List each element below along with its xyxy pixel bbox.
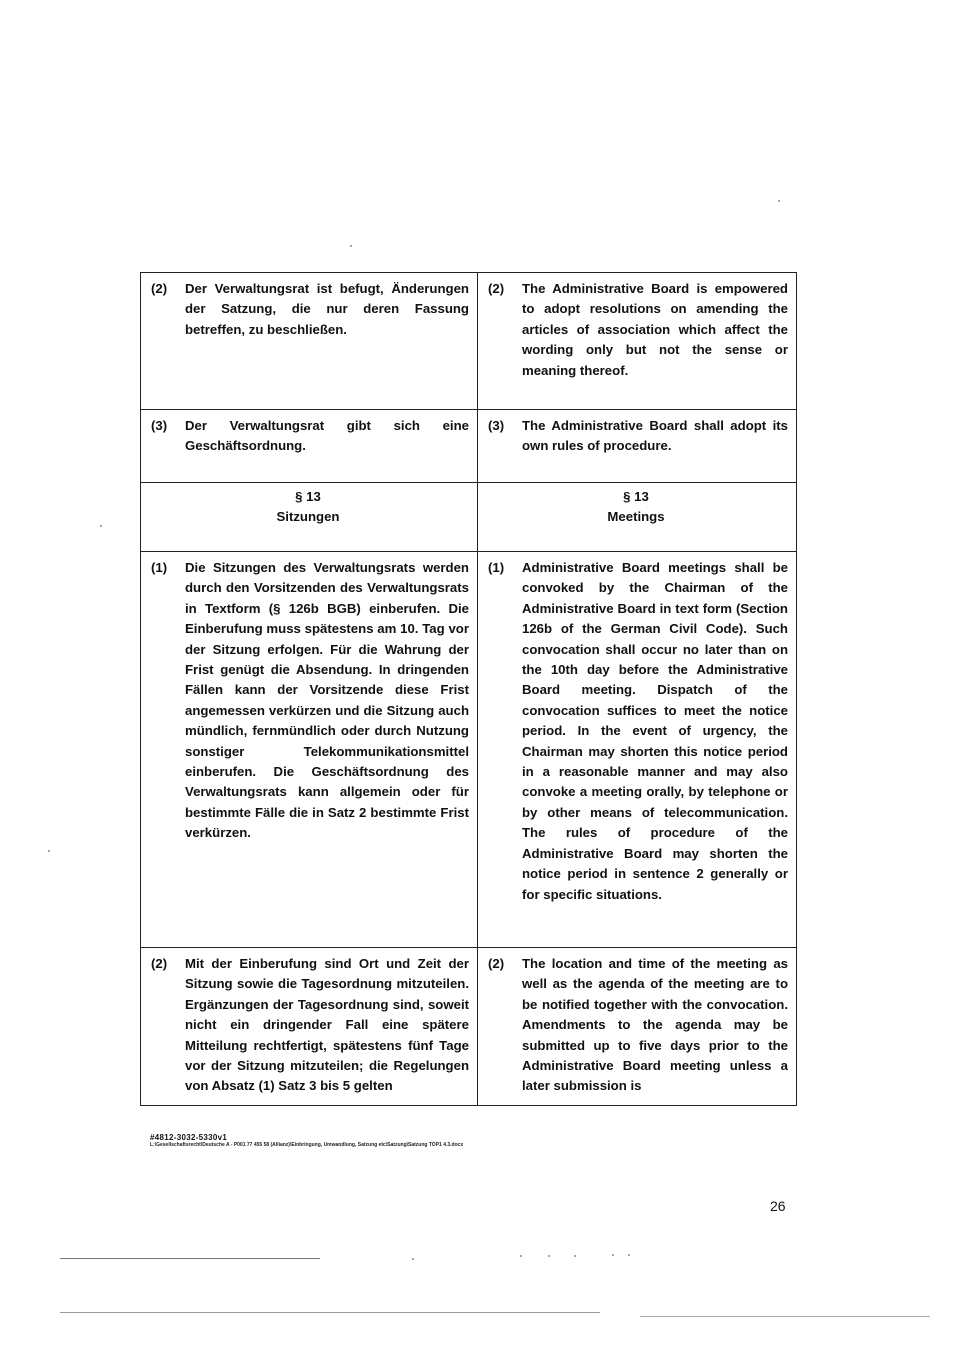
scan-artifact	[640, 1316, 930, 1317]
clause-number: (2)	[151, 281, 168, 296]
clause-text-german: Mit der Einberufung sind Ort und Zeit der Sitzung sowie die Tagesordnung mitzuteilen. Ergänzungen der Tagesordnung sind, soweit nicht ein dringender Fall eine spätere Mitteilung rechtfertigt, spätestens fünf Tage vor der Sitzung mitzuteilen; die Regelungen von Absatz (1) Satz 3 bis 5 gelten	[185, 956, 469, 1094]
scan-artifact	[574, 1255, 576, 1257]
german-cell	[141, 948, 478, 1106]
section-title-english: Meetings	[607, 509, 665, 524]
scan-artifact	[612, 1254, 614, 1256]
clause-number: (2)	[151, 956, 168, 971]
clause-number: (1)	[488, 560, 505, 575]
clause-number: (3)	[488, 418, 505, 433]
german-heading-cell	[141, 483, 478, 552]
document-reference	[150, 1133, 463, 1149]
german-cell	[141, 273, 478, 410]
scan-artifact	[60, 1258, 320, 1259]
clause-number: (3)	[151, 418, 168, 433]
english-cell	[478, 948, 797, 1106]
scan-artifact	[628, 1254, 630, 1256]
table-row	[141, 410, 797, 483]
clause-text-english: The location and time of the meeting as well as the agenda of the meeting are to be notified together with the convocation. Amendments to the agenda may be submitted up to five days prior to the Administrative Board meeting unless a later submission is	[522, 956, 788, 1094]
english-cell	[478, 410, 797, 483]
document-id: #4812-3032-5330v1	[150, 1133, 228, 1142]
clause-number: (2)	[488, 281, 505, 296]
scan-artifact	[778, 200, 780, 202]
clause-text-english: Administrative Board meetings shall be convoked by the Chairman of the Administrative Board in text form (Section 126b of the German Civil Code). Such convocation shall occur no later than on the 10th day before the Administrative Board meeting. Dispatch of the convocation suffices to meet the notice period. In the event of urgency, the Chairman may shorten this notice period in a reasonable manner and may also convoke a meeting orally, by telephone or by other means of telecommunication. The rules of procedure of the Administrative Board may shorten the notice period in sentence 2 generally or for specific situations.	[522, 560, 788, 902]
english-cell	[478, 552, 797, 948]
english-heading-cell	[478, 483, 797, 552]
section-number: § 13	[295, 489, 321, 504]
scan-artifact	[548, 1255, 550, 1257]
bilingual-articles-table	[140, 272, 797, 1106]
section-heading-row	[141, 483, 797, 552]
scan-artifact	[350, 245, 352, 247]
clause-text-english: The Administrative Board shall adopt its own rules of procedure.	[522, 418, 788, 454]
section-title-german: Sitzungen	[276, 509, 340, 524]
table-row	[141, 273, 797, 410]
page-number: 26	[770, 1198, 786, 1214]
clause-text-english: The Administrative Board is empowered to adopt resolutions on amending the articles of association which affect the wording only but not the sense or meaning thereof.	[522, 281, 788, 378]
clause-number: (2)	[488, 956, 505, 971]
german-cell	[141, 410, 478, 483]
table-row	[141, 948, 797, 1106]
scan-artifact	[520, 1255, 522, 1257]
scan-artifact	[48, 850, 50, 852]
scan-artifact	[100, 525, 102, 527]
table-row	[141, 552, 797, 948]
clause-text-german: Die Sitzungen des Verwaltungsrats werden durch den Vorsitzenden des Verwaltungsrats in Textform (§ 126b BGB) einberufen. Die Einberufung muss spätestens am 10. Tag vor der Sitzung erfolgen. Für die Wahrung der Frist genügt die Absendung. In dringenden Fällen kann der Vorsitzende diese Frist angemessen verkürzen und die Sitzung auch mündlich, fernmündlich oder durch Nutzung sonstiger Telekommunikationsmittel einberufen. Die Geschäftsordnung des Verwaltungsrats kann allgemein oder für bestimmte Fälle die in Satz 2 bestimmte Frist verkürzen.	[185, 560, 469, 841]
scan-artifact	[412, 1258, 414, 1260]
section-number: § 13	[623, 489, 649, 504]
clause-text-german: Der Verwaltungsrat gibt sich eine Geschäftsordnung.	[185, 418, 469, 454]
scan-artifact	[60, 1312, 600, 1313]
clause-text-german: Der Verwaltungsrat ist befugt, Änderungen der Satzung, die nur deren Fassung betreffen, zu beschließen.	[185, 281, 469, 337]
german-cell	[141, 552, 478, 948]
file-path: L:\Gesellschaftsrecht\Deutsche A - P001 77 455 58 (Allianz)\Einbringung, Umwandlung, Satzung etc\Satzung\Satzung TOP1 4.3.docx	[150, 1142, 464, 1148]
clause-number: (1)	[151, 560, 168, 575]
english-cell	[478, 273, 797, 410]
